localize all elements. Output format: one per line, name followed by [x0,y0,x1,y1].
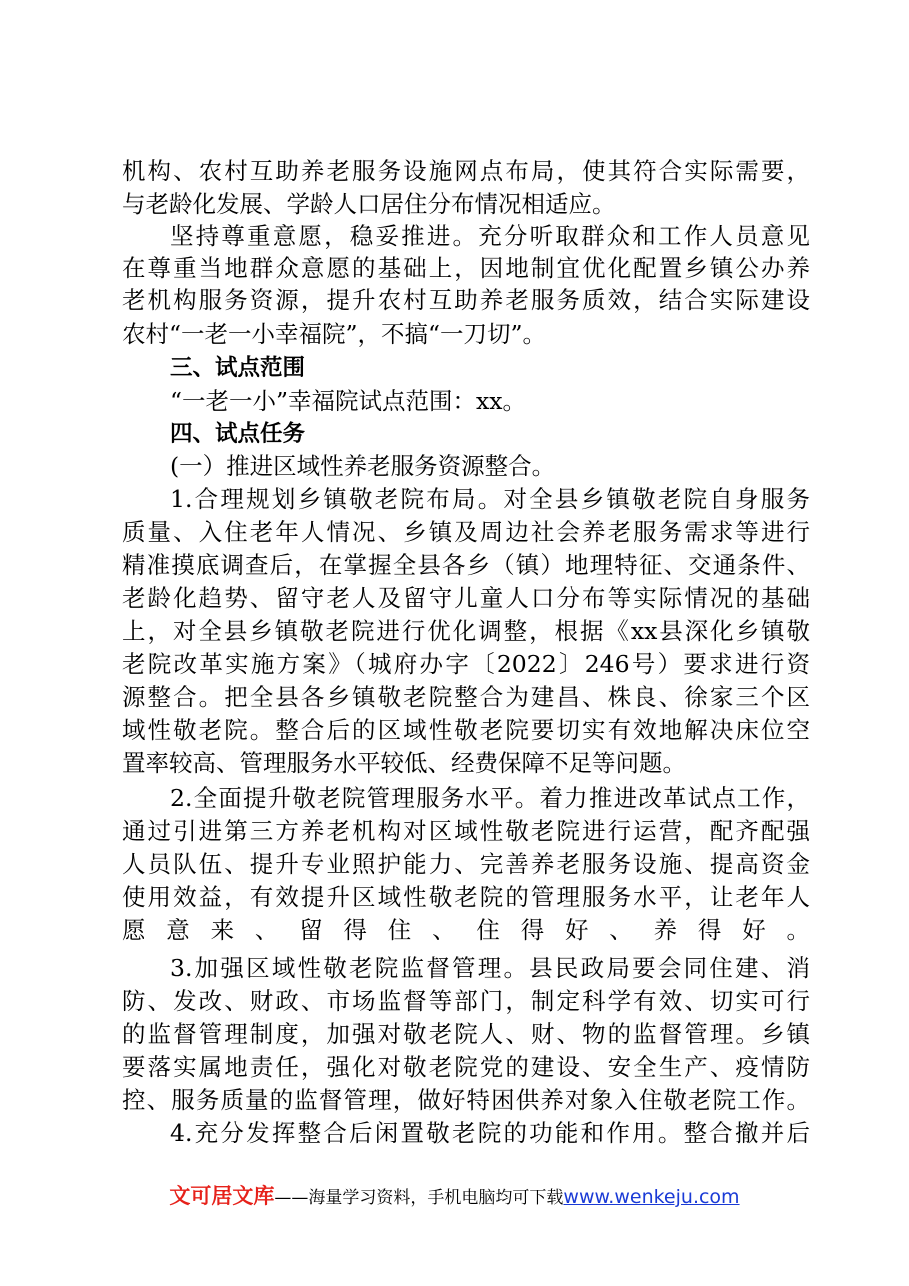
body-line: 坚持尊重意愿，稳妥推进。充分听取群众和工作人员意见 [170,222,810,250]
body-line: “一老一小”幸福院试点范围：xx。 [170,387,527,415]
body-line: 在尊重当地群众意愿的基础上，因地制宜优化配置乡镇公办养 [122,254,810,282]
body-line: 机构、农村互助养老服务设施网点布局，使其符合实际需要， [122,157,810,185]
section-heading: 四、试点任务 [170,421,306,447]
footer-dash: —— [274,1188,309,1208]
body-line: 老院改革实施方案》（城府办字〔2022〕246号）要求进行资 [122,650,810,678]
body-line: 的监督管理制度，加强对敬老院人、财、物的监督管理。乡镇 [122,1020,810,1048]
body-line: 2.全面提升敬老院管理服务水平。着力推进改革试点工作， [170,784,810,812]
body-line: 要落实属地责任，强化对敬老院党的建设、安全生产、疫情防 [122,1053,810,1081]
body-line: 老机构服务资源，提升农村互助养老服务质效，结合实际建设 [122,286,810,314]
body-line: 精准摸底调查后，在掌握全县各乡（镇）地理特征、交通条件、 [122,551,810,579]
body-line: 愿意来、留得住、住得好、养得好。 [122,916,810,944]
body-line: 4.充分发挥整合后闲置敬老院的功能和作用。整合撤并后 [170,1119,810,1147]
subsection-heading: (一）推进区域性养老服务资源整合。 [170,452,556,480]
section-heading: 三、试点范围 [170,355,306,381]
footer-site-link[interactable]: www.wenkeju.com [563,1186,740,1208]
body-line: 使用效益，有效提升区域性敬老院的管理服务水平，让老年人 [122,883,810,911]
body-line: 农村“一老一小幸福院”，不搞“一刀切”。 [122,320,547,348]
body-line: 质量、入住老年人情况、乡镇及周边社会养老服务需求等进行 [122,518,810,546]
body-line: 源整合。把全县各乡镇敬老院整合为建昌、株良、徐家三个区 [122,683,810,711]
footer-banner [0,1184,909,1210]
body-line: 置率较高、管理服务水平较低、经费保障不足等问题。 [122,749,686,777]
body-line: 控、服务质量的监督管理，做好特困供养对象入住敬老院工作。 [122,1086,810,1114]
body-line: 与老龄化发展、学龄人口居住分布情况相适应。 [122,190,616,218]
body-line: 1.合理规划乡镇敬老院布局。对全县乡镇敬老院自身服务 [170,485,810,513]
footer-slogan: 海量学习资料，手机电脑均可下载 [308,1188,564,1208]
body-line: 上，对全县乡镇敬老院进行优化调整，根据《xx县深化乡镇敬 [122,617,810,645]
body-line: 人员队伍、提升专业照护能力、完善养老服务设施、提高资金 [122,850,810,878]
footer-brand: 文可居文库 [169,1184,275,1208]
body-line: 防、发改、财政、市场监督等部门，制定科学有效、切实可行 [122,987,810,1015]
body-line: 域性敬老院。整合后的区域性敬老院要切实有效地解决床位空 [122,716,810,744]
body-line: 通过引进第三方养老机构对区域性敬老院进行运营，配齐配强 [122,817,810,845]
body-line: 老龄化趋势、留守老人及留守儿童人口分布等实际情况的基础 [122,584,810,612]
body-line: 3.加强区域性敬老院监督管理。县民政局要会同住建、消 [170,954,810,982]
